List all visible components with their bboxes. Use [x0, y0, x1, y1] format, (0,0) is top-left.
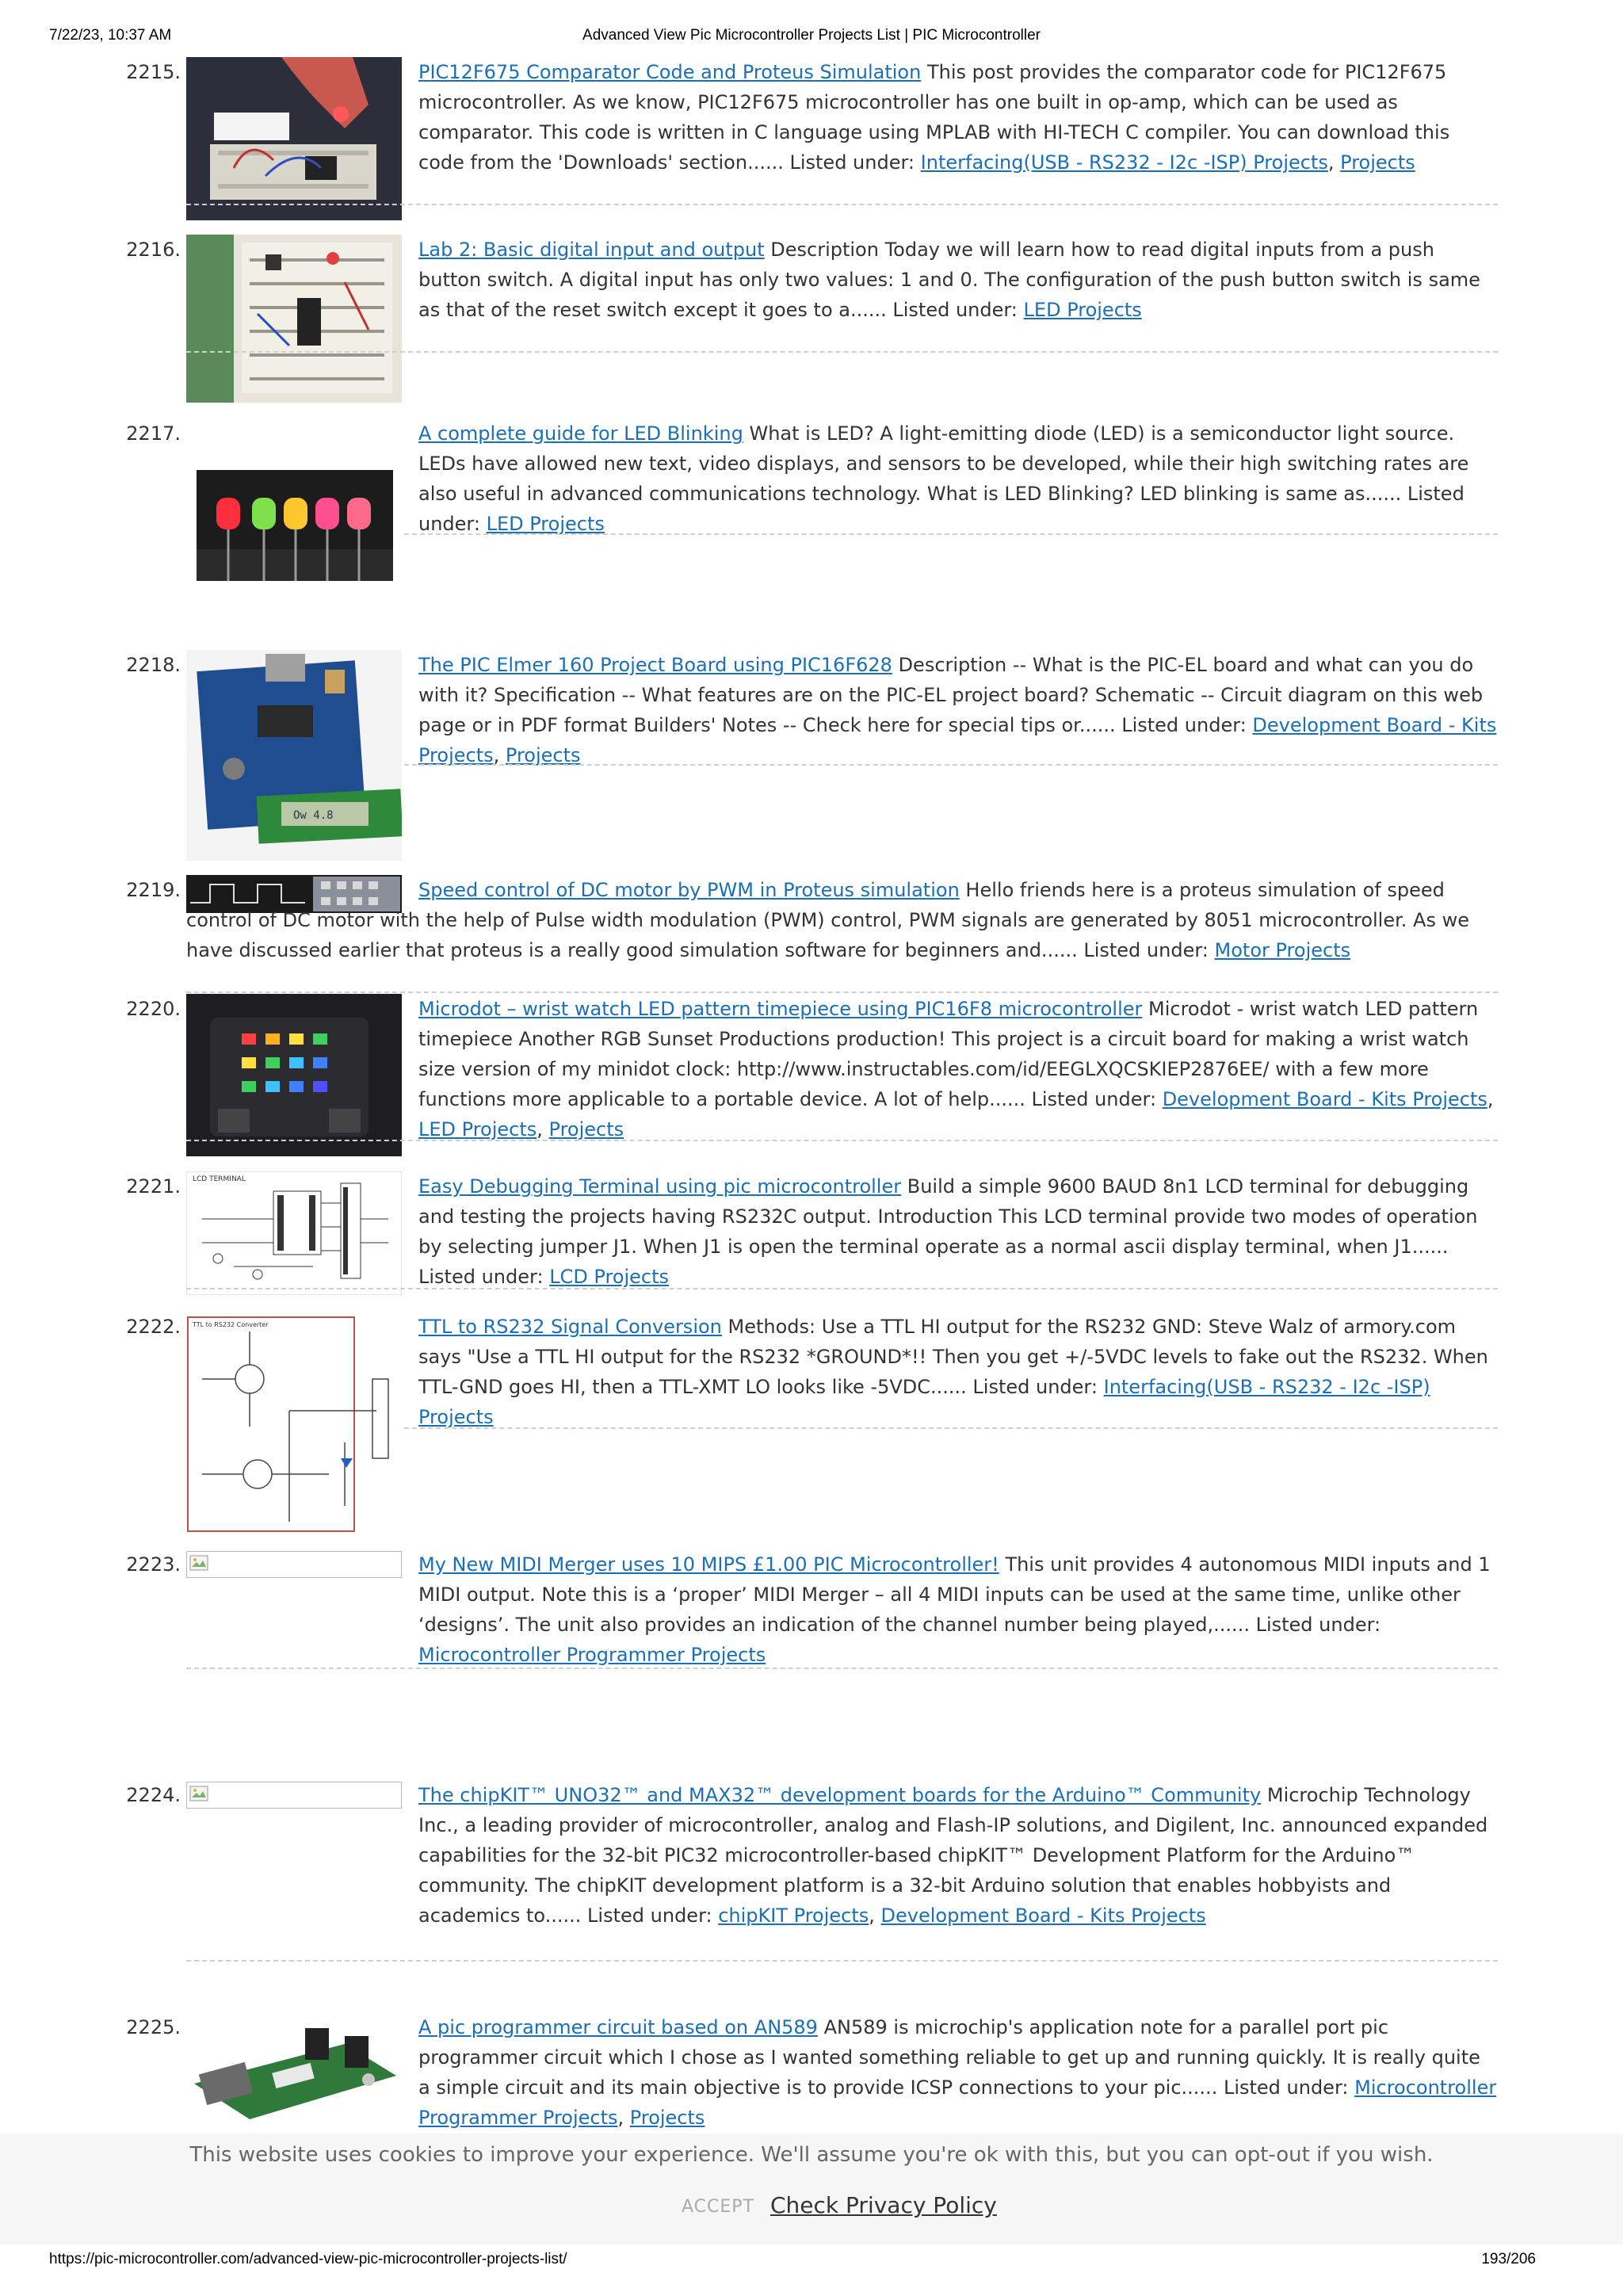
entry-number: 2219. [126, 879, 181, 901]
entry-divider [186, 1140, 1498, 1141]
project-entry [0, 994, 1623, 1152]
project-thumbnail[interactable] [186, 650, 402, 861]
entry-divider [404, 1427, 1498, 1429]
project-thumbnail[interactable] [186, 2012, 402, 2123]
project-thumbnail[interactable] [197, 470, 393, 581]
project-entry [0, 418, 1623, 577]
project-entry [0, 1171, 1623, 1298]
category-link[interactable]: Interfacing(USB - RS232 - I2c -ISP) Projects [418, 1376, 1430, 1428]
project-entry [0, 1549, 1623, 1676]
project-entry [0, 875, 1623, 970]
category-link[interactable]: LED Projects [486, 513, 605, 535]
entry-title-link[interactable]: Speed control of DC motor by PWM in Proteus simulation [418, 879, 960, 901]
entry-description: A pic programmer circuit based on AN589 AN589 is microchip's application note for a parallel port pic programmer circuit which I chose as I wanted something reliable to get up and running quickly. It is really quite a simple circuit and its main objective is to provide ICSP connections to your pic...... Listed under: Microcontroller Programmer Projects, Projects [418, 2016, 1497, 2129]
svg-text:TTL to RS232 Converter: TTL to RS232 Converter [193, 1321, 269, 1328]
entry-text: Description Today we will learn how to read digital inputs from a push button switch. A digital input has only two values: 1 and 0. The configuration of the push button switch is same as that of the reset switch except it goes to a...... Listed under: [418, 239, 1480, 321]
entry-title-link[interactable]: Microdot – wrist watch LED pattern timepiece using PIC16F8 microcontroller [418, 998, 1143, 1020]
entry-title-link[interactable]: PIC12F675 Comparator Code and Proteus Simulation [418, 61, 922, 83]
entry-description [186, 875, 1498, 965]
privacy-policy-link[interactable]: Check Privacy Policy [770, 2192, 997, 2218]
entry-number: 2222. [126, 1316, 181, 1338]
entry-number: 2224. [126, 1784, 181, 1806]
print-datetime: 7/22/23, 10:37 AM [49, 27, 172, 44]
project-entry [0, 650, 1623, 864]
entry-divider [186, 204, 1498, 205]
entry-title-link[interactable]: My New MIDI Merger uses 10 MIPS £1.00 PIC Microcontroller! [418, 1553, 999, 1576]
print-header [0, 27, 1623, 49]
entry-divider [186, 1960, 1498, 1962]
project-thumbnail[interactable] [186, 994, 402, 1156]
entry-title-link[interactable]: Lab 2: Basic digital input and output [418, 239, 765, 261]
entry-description [418, 1171, 1498, 1292]
entry-divider [186, 351, 1498, 353]
entry-title-link[interactable]: The PIC Elmer 160 Project Board using PIC16F628 [418, 654, 892, 676]
entry-text: Microdot - wrist watch LED pattern timepiece Another RGB Sunset Productions production! This project is a circuit board for making a wrist watch size version of my minidot clock: http://www.instructables.com/id/EEGLXQCSKIEP2876EE/ with a few more functions more applicable to a portable device. A lot of help...... Listed under: [418, 998, 1479, 1110]
entry-text: What is LED? A light-emitting diode (LED) is a semiconductor light source. LEDs have allowed new text, video displays, and sensors to be developed, while their high switching rates are also useful in advanced communications technology. What is LED Blinking? LED blinking is same as...... Listed under: [418, 422, 1469, 535]
entry-description [418, 1549, 1498, 1670]
entry-divider [404, 764, 1498, 766]
category-link[interactable]: Projects [505, 744, 581, 766]
category-link[interactable]: Microcontroller Programmer Projects [418, 1644, 766, 1666]
cookie-message: This website uses cookies to improve your experience. We'll assume you're ok with this, but you can opt-out if you wish. [189, 2143, 1434, 2167]
entry-divider [186, 1288, 1498, 1289]
category-link[interactable]: Development Board - Kits Projects [418, 714, 1497, 766]
entry-title-link[interactable]: Easy Debugging Terminal using pic microcontroller [418, 1175, 902, 1198]
entry-number: 2225. [126, 2016, 181, 2038]
entry-description [418, 1312, 1498, 1432]
category-link[interactable]: Development Board - Kits Projects [880, 1904, 1206, 1927]
category-link[interactable]: Projects [1340, 151, 1415, 174]
entry-divider [186, 991, 1498, 993]
project-thumbnail[interactable] [186, 1316, 402, 1534]
entry-text: Hello friends here is a proteus simulation of speed control of DC motor with the help of Pulse width modulation (PWM) control, PWM signals are generated by 8051 microcontroller. As we have discussed earlier that proteus is a really good simulation software for beginners and...... Listed under: [186, 879, 1469, 961]
entry-text: Microchip Technology Inc., a leading provider of microcontroller, analog and Flash-IP solutions, and Digilent, Inc. announced expanded capabilities for the 32-bit PIC32 microcontroller-based chipKIT™ Development Platform for the Arduino™ community. The chipKIT development platform is a 32-bit Arduino solution that enables hobbyists and academics to...... Listed under: [418, 1784, 1488, 1927]
print-page-title: Advanced View Pic Microcontroller Projects List | PIC Microcontroller [582, 27, 1041, 44]
category-link[interactable]: LED Projects [1023, 299, 1142, 321]
entry-text: Methods: Use a TTL HI output for the RS232 GND: Steve Walz of armory.com says "Use a TTL HI output for the RS232 *GROUND*!! Then you get +/-5VDC levels to fake out the RS232. When TTL-GND goes HI, then a TTL-XMT LO looks like -5VDC...... Listed under: [418, 1316, 1488, 1398]
print-url: https://pic-microcontroller.com/advanced-view-pic-microcontroller-projects-list/ [49, 2251, 567, 2267]
entry-text: Description -- What is the PIC-EL board and what can you do with it? Specification -- What features are on the PIC-EL project board? Schematic -- Circuit diagram on this web page or in PDF format Builders' Notes -- Check here for special tips or...... Listed under: [418, 654, 1484, 736]
category-link[interactable]: Projects [629, 2107, 705, 2129]
entry-text: This post provides the comparator code for PIC12F675 microcontroller. As we know, PIC12F675 microcontroller has one built in op-amp, which can be used as comparator. This code is written in C language using MPLAB with HI-TECH C compiler. You can download this code from the 'Downloads' section...... Listed under: [418, 61, 1450, 174]
project-thumbnail-broken[interactable] [186, 1551, 402, 1578]
broken-image-icon [189, 1785, 211, 1804]
project-thumbnail-broken[interactable] [186, 1782, 402, 1809]
entry-title-link[interactable]: A pic programmer circuit based on AN589 [418, 2016, 818, 2038]
entry-number: 2223. [126, 1553, 181, 1576]
project-thumbnail[interactable] [186, 1171, 402, 1295]
entry-title-link[interactable]: The chipKIT™ UNO32™ and MAX32™ development boards for the Arduino™ Community [418, 1784, 1262, 1806]
entry-divider [404, 533, 1498, 535]
entry-text: This unit provides 4 autonomous MIDI inputs and 1 MIDI output. Note this is a ‘proper’ MIDI Merger – all 4 MIDI inputs can be used at the same time, unlike other ‘designs’. The unit also provides an indication of the channel number being played,...... Listed under: [418, 1553, 1491, 1636]
category-link[interactable]: chipKIT Projects [718, 1904, 869, 1927]
entry-description: The PIC Elmer 160 Project Board using PIC16F628 Description -- What is the PIC-EL board and what can you do with it? Specification -- What features are on the PIC-EL project board? Schematic -- Circuit diagram on this web page or in PDF format Builders' Notes -- Check here for special tips or...... Listed under: Development Board - Kits Projects, Projects [418, 654, 1497, 766]
project-entry [0, 1312, 1623, 1534]
broken-image-icon [189, 1554, 211, 1573]
entry-number: 2220. [126, 998, 181, 1020]
entry-description [418, 418, 1498, 539]
entry-description [418, 235, 1498, 325]
entry-number: 2218. [126, 654, 181, 676]
category-link[interactable]: LED Projects [418, 1118, 537, 1140]
entry-description: PIC12F675 Comparator Code and Proteus Simulation This post provides the comparator code for PIC12F675 microcontroller. As we know, PIC12F675 microcontroller has one built in op-amp, which can be used as comparator. This code is written in C language using MPLAB with HI-TECH C compiler. You can download this code from the 'Downloads' section...... Listed under: Interfacing(USB - RS232 - I2c -ISP) Projects, Projects [418, 61, 1450, 174]
project-thumbnail[interactable] [186, 57, 402, 220]
entry-title-link[interactable]: A complete guide for LED Blinking [418, 422, 743, 445]
category-link[interactable]: Interfacing(USB - RS232 - I2c -ISP) Projects [920, 151, 1328, 174]
entry-text: AN589 is microchip's application note for a parallel port pic programmer circuit which I chose as I wanted something reliable to get up and running quickly. It is really quite a simple circuit and its main objective is to provide ICSP connections to your pic...... Listed under: [418, 2016, 1480, 2099]
entry-text: Build a simple 9600 BAUD 8n1 LCD terminal for debugging and testing the projects having RS232C output. Introduction This LCD terminal provide two modes of operation by selecting jumper J1. When J1 is open the terminal operate as a normal ascii display terminal, when J1...... Listed under: [418, 1175, 1478, 1288]
project-entry [0, 57, 1623, 208]
category-link[interactable]: LCD Projects [549, 1266, 670, 1288]
entry-number: 2216. [126, 239, 181, 261]
entry-number: 2221. [126, 1175, 181, 1198]
project-thumbnail[interactable] [186, 235, 402, 403]
category-link[interactable]: Microcontroller Programmer Projects [418, 2076, 1497, 2129]
project-entry [0, 1780, 1623, 1939]
entry-description: Microdot – wrist watch LED pattern timepiece using PIC16F8 microcontroller Microdot - wrist watch LED pattern timepiece Another RGB Sunset Productions production! This project is a circuit board for making a wrist watch size version of my minidot clock: http://www.instructables.com/id/EEGLXQCSKIEP2876EE/ with a few more functions more applicable to a portable device. A lot of help...... Listed under: Development Board - Kits Projects, LED Projects, Projects [418, 998, 1494, 1140]
project-entry [0, 235, 1623, 403]
category-link[interactable]: Development Board - Kits Projects [1162, 1088, 1487, 1110]
entry-divider [186, 1668, 1498, 1669]
accept-cookies-button[interactable]: ACCEPT [682, 2197, 754, 2217]
svg-text:Ow 4.8: Ow 4.8 [293, 809, 334, 822]
project-entry [0, 2012, 1623, 2131]
print-page-number: 193/206 [1481, 2251, 1536, 2267]
print-footer [0, 2251, 1623, 2273]
category-link[interactable]: Motor Projects [1214, 939, 1351, 961]
category-link[interactable]: Projects [548, 1118, 624, 1140]
entry-description: The chipKIT™ UNO32™ and MAX32™ development boards for the Arduino™ Community Microchip Technology Inc., a leading provider of microcontroller, analog and Flash-IP solutions, and Digilent, Inc. announced expanded capabilities for the 32-bit PIC32 microcontroller-based chipKIT™ Development Platform for the Arduino™ community. The chipKIT development platform is a 32-bit Arduino solution that enables hobbyists and academics to...... Listed under: chipKIT Projects, Development Board - Kits Projects [418, 1784, 1488, 1927]
cookie-consent-bar [0, 2134, 1623, 2244]
entry-number: 2217. [126, 422, 181, 445]
svg-text:LCD TERMINAL: LCD TERMINAL [193, 1175, 246, 1183]
entry-number: 2215. [126, 61, 181, 83]
entry-title-link[interactable]: TTL to RS232 Signal Conversion [418, 1316, 722, 1338]
